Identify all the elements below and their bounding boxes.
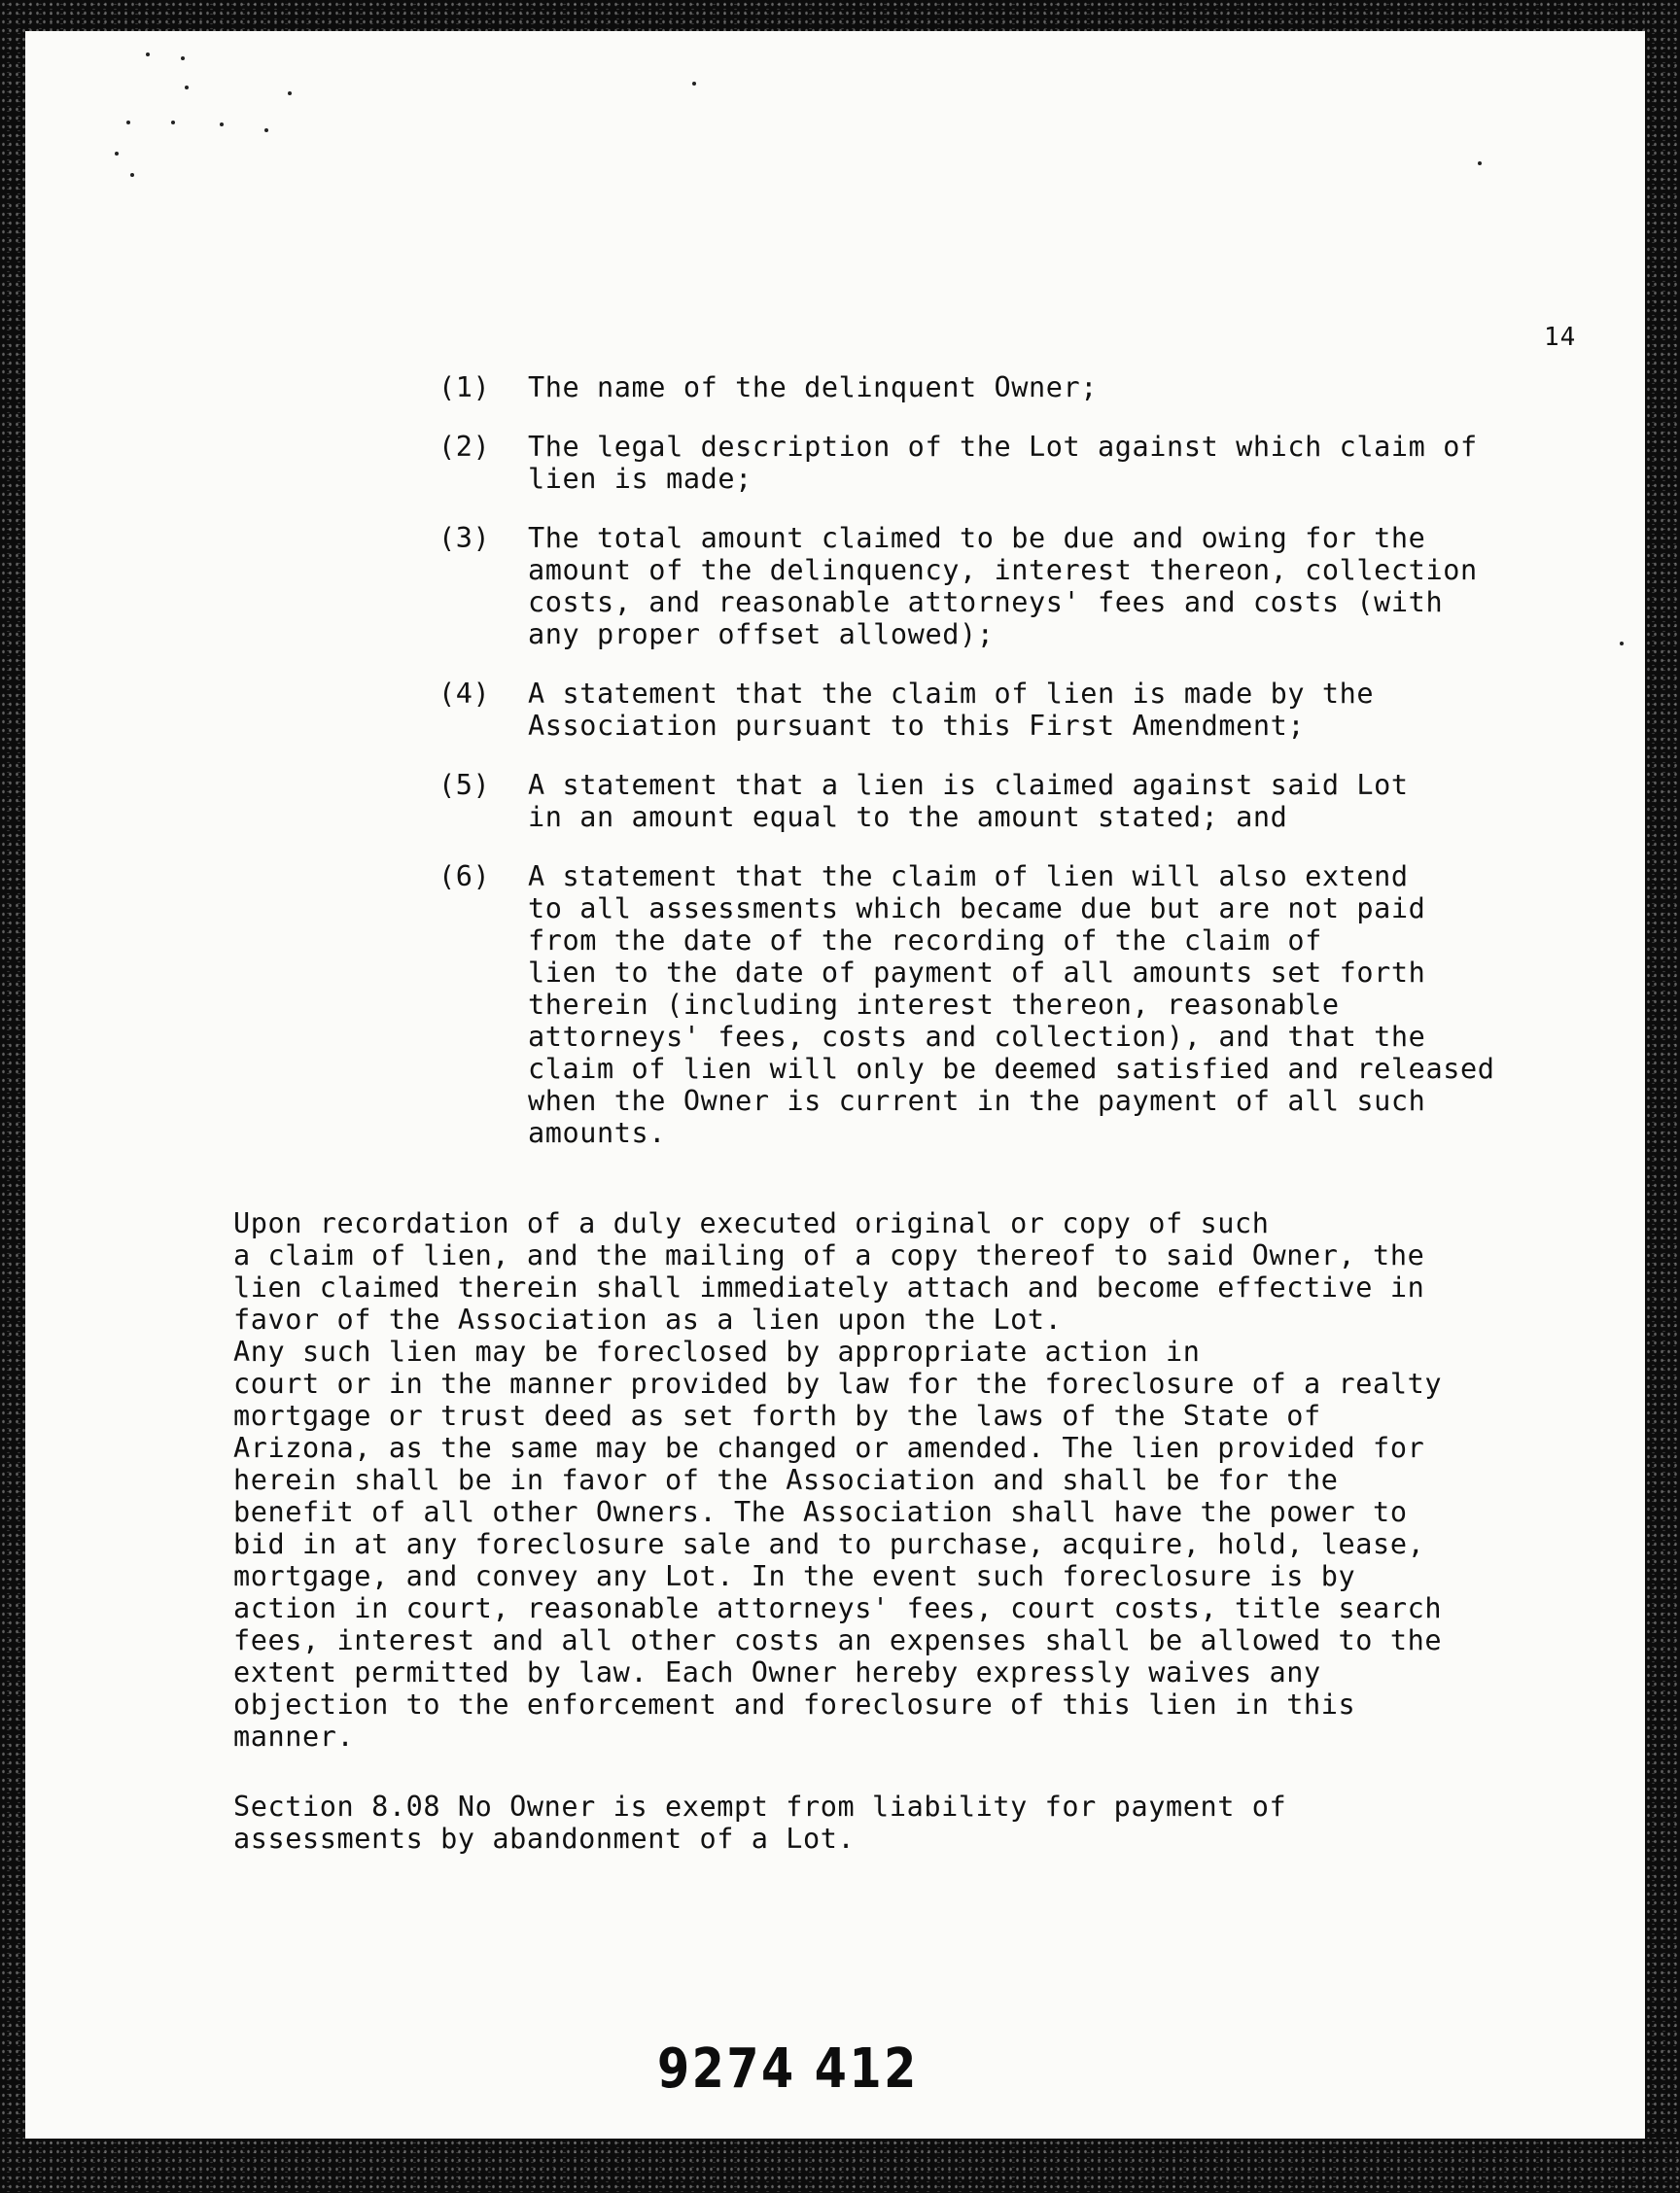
- scan-speck: [288, 91, 292, 95]
- scan-speck: [181, 56, 185, 60]
- document-page: [25, 31, 1645, 2139]
- paragraph-foreclosure: Any such lien may be foreclosed by appropriate action in court or in the manner provided by law for the foreclosure of a realty mortgage or trust deed as set forth by the laws of the State of Arizona, as the same may be changed or amended. The lien provided for herein shall be in favor of the Association and shall be for the benefit of all other Owners. The Association shall have the power to bid in at any foreclosure sale and to purchase, acquire, hold, lease, mortgage, and convey any Lot. In the event such foreclosure is by action in court, reasonable attorneys' fees, court costs, title search fees, interest and all other costs an expenses shall be allowed to the extent permitted by law. Each Owner hereby expressly waives any objection to the enforcement and foreclosure of this lien in this manner.: [233, 1336, 1443, 1753]
- list-item-text: A statement that a lien is claimed against said Lot in an amount equal to the amount stated; and: [528, 769, 1409, 833]
- scan-border-right: [1645, 0, 1680, 2193]
- scan-speck: [185, 86, 189, 89]
- list-item-number: (1): [438, 371, 491, 403]
- list-item: [438, 860, 1615, 1149]
- list-item-number: (5): [438, 769, 491, 801]
- scan-speck: [146, 52, 150, 56]
- list-item: [438, 678, 1615, 742]
- list-item-text: A statement that the claim of lien is made by the Association pursuant to this First Amendment;: [528, 678, 1375, 742]
- scan-speck: [115, 152, 119, 156]
- list-item-number: (6): [438, 860, 491, 892]
- list-item: [438, 769, 1615, 833]
- paragraph-recordation: Upon recordation of a duly executed original or copy of such a claim of lien, and the mailing of a copy thereof to said Owner, the lien claimed therein shall immediately attach and become effective in favor of the Association as a lien upon the Lot.: [233, 1207, 1425, 1336]
- list-item-number: (3): [438, 522, 491, 554]
- scan-speck: [1478, 161, 1482, 165]
- list-item: [438, 431, 1615, 495]
- lien-claim-requirements-list: [438, 371, 1615, 1149]
- scan-speck: [692, 82, 696, 86]
- list-item-text: The legal description of the Lot against which claim of lien is made;: [528, 431, 1478, 495]
- scan-speck: [130, 173, 134, 177]
- scan-speck: [220, 122, 224, 126]
- list-item-number: (4): [438, 678, 491, 710]
- list-item-text: The name of the delinquent Owner;: [528, 371, 1099, 403]
- scan-speck: [126, 121, 130, 124]
- list-item-text: A statement that the claim of lien will also extend to all assessments which became due but are not paid from the date of the recording of the claim of lien to the date of payment of all amounts set forth therein (including interest thereon, reasonable attorneys' fees, costs and collection), and that the claim of lien will only be deemed satisfied and released when the Owner is current in the payment of all such amounts.: [528, 860, 1495, 1149]
- document-stamp-number: 9274 412: [657, 2037, 919, 2101]
- scan-speck: [264, 128, 268, 132]
- scan-border-top: [0, 0, 1680, 31]
- list-item: [438, 371, 1615, 403]
- section-8-08: Section 8.08 No Owner is exempt from liability for payment of assessments by abandonment of a Lot.: [233, 1791, 1287, 1855]
- scan-speck: [1620, 642, 1624, 645]
- list-item: [438, 522, 1615, 650]
- list-item-number: (2): [438, 431, 491, 463]
- scan-border-bottom: [0, 2139, 1680, 2193]
- page-number: 14: [1544, 323, 1577, 352]
- scan-speck: [171, 121, 175, 124]
- scan-border-left: [0, 0, 25, 2193]
- list-item-text: The total amount claimed to be due and owing for the amount of the delinquency, interest thereon, collection costs, and reasonable attorneys' fees and costs (with any proper offset allowed);: [528, 522, 1478, 650]
